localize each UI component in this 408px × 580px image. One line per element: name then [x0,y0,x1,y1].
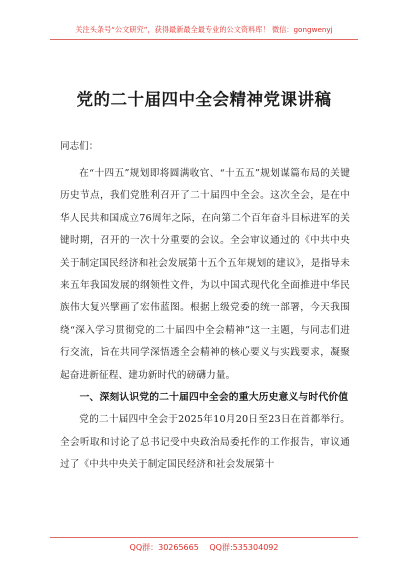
paragraph-section-1: 党的二十届四中全会于2025年10月20日至23日在首都举行。全会听取和讨论了总书记受中央政治局委托作的工作报告，审议通过了《中共中央关于制定国民经济和社会发展第十 [60,414,350,471]
footer-divider [50,537,358,538]
footer-qq-group-2: QQ群:535304092 [209,543,279,552]
section-heading-1: 一、深刻认识党的二十届四中全会的重大历史意义与时代价值 [79,392,349,404]
header-banner: 关注头条号“公文研究”，获得最新最全最专业的公文资料库！ 微信：gongwenyj [75,25,333,34]
footer-contact [0,542,408,553]
salutation: 同志们： [60,141,99,152]
paragraph-intro: 在“十四五”规划即将圆满收官、“十五五”规划谋篇布局的关键历史节点，我们党胜利召开了二十届四中全会。这次全会，是在中华人民共和国成立76周年之际，在向第二个百年奋斗目标进军的关键时期，召开的一次十分重要的会议。全会审议通过的《中共中央关于制定国民经济和社会发展第十五个五年规划的建议》，是指导未来五年我国发展的纲领性文件，为以中国式现代化全面推进中华民族伟大复兴擘画了宏伟蓝图。根据上级党委的统一部署，今天我围绕“深入学习贯彻党的二十届四中全会精神”这一主题，与同志们进行交流，旨在共同学深悟透全会精神的核心要义与实践要求，凝聚起奋进新征程、建功新时代的磅礴力量。 [60,168,350,381]
document-title: 党的二十届四中全会精神党课讲稿 [76,90,332,109]
document-body [60,163,350,477]
footer-qq-group-1: QQ群：30265665 [129,543,199,552]
header-divider [50,39,358,40]
